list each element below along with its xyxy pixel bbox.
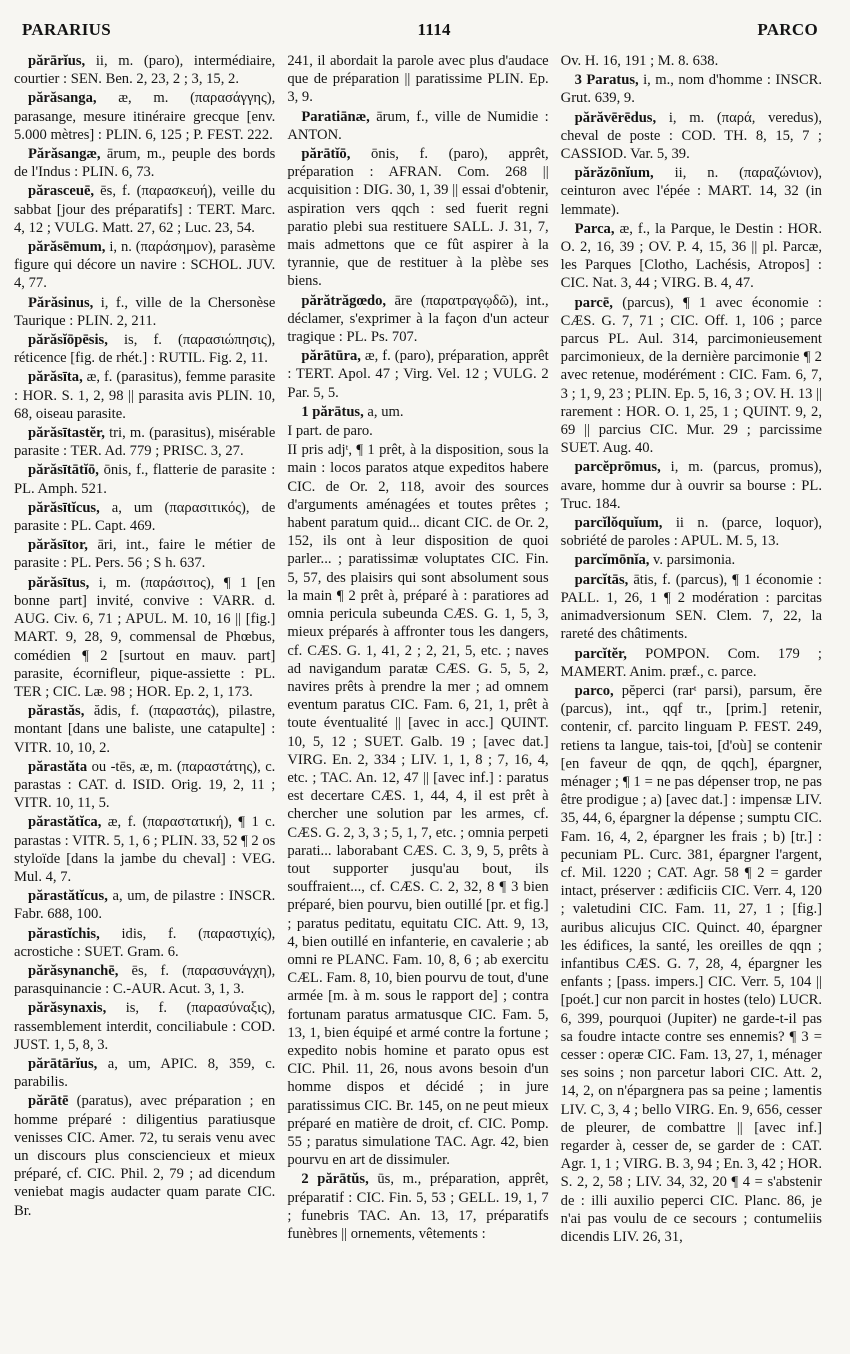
entry-definition: ii n. (parce, loquor), sobriété de paroles : APUL. M. 5, 13. [560,515,822,550]
entry-definition: i, f., ville de la Chersonèse Taurique : PLIN. 2, 211. [14,294,276,329]
dictionary-entry [14,331,275,367]
entry-headword: Paratiānæ, [301,108,370,125]
entry-headword: părăsītus, [28,574,90,591]
dictionary-entry [561,71,822,107]
entry-definition: āri, int., faire le métier de parasite : PL. Pers. 56 ; S h. 637. [14,537,276,572]
dictionary-entry [287,441,548,1169]
column-right [561,52,822,1247]
entry-headword: părătrăgœdo, [301,292,387,309]
entry-headword: parcĭtās, [574,571,629,588]
dictionary-entry [561,571,822,644]
entry-headword: 3 Paratus, [574,72,639,89]
entry-definition: æ, f., la Parque, le Destin : HOR. O. 2, 16, 39 ; OV. P. 4, 15, 36 || pl. Parcæ, les Parques [Clotho, Lachésis, Atropos] : CIC. Nat. 3, 44 ; VIRG. B. 4, 47. [560,220,822,292]
dictionary-entry [14,238,275,293]
entry-headword: parcē, [574,294,613,311]
dictionary-entry [287,403,548,421]
entry-definition: æ, f. (paro), préparation, apprêt : TERT. Apol. 47 ; Virg. Vel. 12 ; VULG. 2 Par. 5, 5. [287,348,549,401]
entry-definition: a, um. [363,403,404,420]
entry-definition: ōnis, f., flatterie de parasite : PL. Amph. 521. [14,462,276,497]
entry-headword: părastătĭca, [28,814,102,831]
entry-definition: a, um, APIC. 8, 359, c. parabilis. [14,1055,276,1091]
entry-definition: pĕperci (rarᵗ parsi), parsum, ĕre (parcus), int., qqf tr., [prim.] retenir, contenir, cf. parcito linguam P. FEST. 249, retiens ta langue, tais-toi, [d'où] se contenir [en faveur de qqn, de qqch], épargner, ménager ; ¶ 1 = ne pas dépenser trop, ne pas être prodigue ; a) [avec dat.] : impensæ LIV. 35, 44, 6, épargner la dépense ; sumptu CIC. Fam. 16, 4, 2, épargner les frais ; b) [tr.] : pecuniam PL. Curc. 381, épargner l'argent, cf. Mil. 1220 ; CAT. Agr. 58 ¶ 2 = garder intact, préserver : ædificiis CIC. Verr. 4, 120 ; valetudini CIC. Fam. 11, 27, 1 ; [fig.] auribus alicujus CIC. Quinct. 40, épargner les édifices, la santé, les oreilles de qqn ; infantibus CÆS. G. 7, 28, 4, épargner les enfants ; [pass. impers.] CIC. Verr. 5, 104 || [poét.] cur non parcit in hostes (telo) LUCR. 6, 399, pourquoi (Jupiter) ne garde-t-il pas sa foudre intacte contre ses ennemis? ¶ 3 = cesser : operæ CIC. Fam. 13, 27, 1, ménager ses soins ; non parcetur labori CIC. Att. 2, 14, 2, on n'épargnera pas sa peine ; lamentis LIV. C, 3, 4 ; bello VIRG. En. 9, 656, cesser de pleurer, de combattre || [avec inf.] regarder à, cesser de, se garder de : CAT. Agr. 1, 1 ; VIRG. B. 3, 94 ; En. 3, 42 ; HOR. S. 2, 2, 58 ; LIV. 34, 32, 20 ¶ 4 = s'abstenir de : illi auxilio peperci CIC. Planc. 86, je n'ai pas voulu de ce secours ; contumeliis dicendis LIV. 26, 31, [560,682,822,1245]
dictionary-entry [287,108,548,144]
entry-definition: ii, m. (paro), intermédiaire, courtier : SEN. Ben. 2, 23, 2 ; 3, 15, 2. [14,53,276,88]
column-left [14,52,275,1247]
entry-definition: ădis, f. (παραστάς), pilastre, montant [dans une baliste, une catapulte] : VITR. 10, 10, 2. [14,703,276,756]
dictionary-entry [287,52,548,107]
entry-definition: āre (παρατραγῳδῶ), int., déclamer, s'exprimer à la façon d'un acteur tragique : PL. Ps. 707. [287,292,549,346]
entry-headword: părastăta [28,758,88,775]
entry-definition: i, m. (παράσιτος), ¶ 1 [en bonne part] invité, convive : VARR. d. AUG. Civ. 6, 71 ; APUL. M. 10, 16 || [fig.] MART. 9, 28, 9, commensal de Phœbus, comédien ¶ 2 [surtout en mauv. part] parasite, écornifleur, pique-assiette : PL. TER ; CIC. Læ. 98 ; HOR. Ep. 2, 1, 173. [14,574,276,700]
dictionary-entry [14,499,275,535]
entry-headword: 2 părātŭs, [301,1171,369,1188]
dictionary-entry [14,887,275,923]
dictionary-entry [14,574,275,701]
entry-definition: a, um (παρασιτικός), de parasite : PL. Capt. 469. [14,499,276,535]
dictionary-entry [14,461,275,497]
dictionary-entry [287,1170,548,1243]
dictionary-entry [561,682,822,1246]
entry-headword: parcĭtĕr, [574,645,627,662]
entry-definition: is, f. (παρασιώπησις), réticence [fig. de rhét.] : RUTIL. Fig. 2, 11. [14,332,276,367]
entry-headword: parcĭmōnĭa, [574,552,650,569]
entry-definition: ēs, f. (παρασκευή), veille du sabbat [jour des préparatifs] : TERT. Marc. 4, 12 ; VULG. Matt. 27, 62 ; Luc. 23, 54. [14,183,276,236]
entry-definition: ūs, m., préparation, apprêt, préparatif : CIC. Fin. 5, 53 ; GELL. 19, 1, 7 ; funebris TAC. An. 13, 17, préparatifs funèbres || ornements, vêtements : [287,1171,549,1242]
entry-definition: tri, m. (parasitus), misérable parasite : TER. Ad. 779 ; PRISC. 3, 27. [14,425,276,460]
text-columns [14,52,822,1247]
dictionary-entry [14,145,275,181]
dictionary-entry [561,220,822,293]
entry-definition: ārum, m., peuple des bords de l'Indus : PLIN. 6, 73. [14,146,276,181]
entry-definition: i, n. (παράσημον), parasème figure qui décore un navire : SCHOL. JUV. 4, 77. [14,239,276,292]
entry-headword: părăsītĭcus, [28,499,100,516]
entry-definition: Ov. H. 16, 191 ; M. 8. 638. [560,53,719,69]
dictionary-entry [14,89,275,144]
entry-headword: părăsīta, [28,369,83,386]
entry-headword: părăsītor, [28,537,88,554]
dictionary-entry [287,347,548,402]
entry-headword: 1 părātus, [301,403,364,420]
entry-definition: (paratus), avec préparation ; en homme préparé : diligentius paratiusque venisses CIC. Amer. 72, tu serais venu avec un discours plus consciencieux et mieux préparé, cf. CIC. Phil. 2, 79 ; ad dicendum veniebat magis audacter quam parate CIC. Br. [14,1093,276,1219]
dictionary-entry [14,52,275,88]
entry-headword: parco, [574,682,614,699]
entry-definition: æ, f. (παραστατική), ¶ 1 c. parastas : VITR. 5, 1, 6 ; PLIN. 33, 52 ¶ 2 os styloïde [dans la jambe du cheval] : VEG. Mul. 4, 7. [14,814,276,885]
dictionary-entry [14,1092,275,1219]
dictionary-entry [14,1055,275,1091]
entry-headword: părăvērēdus, [574,109,657,126]
dictionary-entry [287,422,548,440]
page-number: 1114 [417,20,451,39]
dictionary-entry [14,536,275,572]
entry-definition: ōnis, f. (paro), apprêt, préparation : AFRAN. Com. 268 || acquisition : DIG. 30, 1, 39 || essai d'obtenir, aspiration vers qqch : sed fuerit regni paratio plebi sua restituere SALL. J. 31, 7, mais admettons que ce fût aspirer à la tyrannie, que de restituer à la plèbe ses biens. [287,146,549,290]
entry-definition: i, m. (παρά, veredus), cheval de poste : COD. TH. 8, 15, 7 ; CASSIOD. Var. 5, 39. [560,109,822,163]
dictionary-entry [14,813,275,886]
entry-definition: ou -tēs, æ, m. (παραστάτης), c. parastas : CAT. d. ISID. Orig. 19, 2, 11 ; VITR. 10, 11, 5. [14,758,276,812]
dictionary-entry [14,702,275,757]
entry-definition: POMPON. Com. 179 ; MAMERT. Anim. præf., c. parce. [560,645,822,680]
dictionary-entry [561,294,822,458]
entry-headword: Părăsangæ, [28,146,101,163]
entry-definition: i, m., nom d'homme : INSCR. Grut. 639, 9. [560,72,822,107]
entry-definition: ātis, f. (parcus), ¶ 1 économie : PALL. 1, 26, 1 ¶ 2 modération : parcitas animadversionum SEN. Clem. 7, 22, la rareté des châtiments. [560,571,822,643]
entry-headword: părăsēmum, [28,239,106,256]
entry-headword: părăzōnĭum, [574,165,654,182]
entry-headword: părārĭus, [28,53,86,69]
entry-definition: v. parsimonia. [649,552,736,569]
entry-headword: părăsynaxis, [28,1000,107,1017]
entry-definition: (parcus), ¶ 1 avec économie : CÆS. G. 7, 71 ; CIC. Off. 1, 106 ; parce parcus PL. Aul. 314, parcimonieusement parcimonieux, de la dernière parcimonie ¶ 2 avec retenue, modérément : CIC. Fam. 6, 7, 3 ; 1, 9, 23 ; PLIN. Ep. 5, 16, 3 ; OV. H. 13 || rarement : HOR. O. 1, 25, 1 ; QUINT. 9, 2, 69 || parcius CIC. Mur. 29 ; parcissime SUET. Aug. 40. [560,294,822,457]
dictionary-entry [287,145,548,291]
entry-headword: părastătĭcus, [28,888,108,905]
entry-headword: părātūra, [301,348,361,365]
entry-headword: părăsynanchē, [28,962,119,979]
dictionary-entry [561,164,822,219]
entry-definition: 241, il abordait la parole avec plus d'audace que de préparation || paratissime PLIN. Ep. 3, 9. [287,53,549,106]
entry-headword: părăsanga, [28,90,97,107]
entry-headword: parcĕprōmus, [574,459,661,476]
entry-headword: părăsĭōpēsis, [28,332,108,349]
dictionary-entry [14,294,275,330]
dictionary-entry [287,292,548,347]
entry-headword: părātārĭus, [28,1055,98,1072]
entry-definition: i, m. (parcus, promus), avare, homme dur à ouvrir sa bourse : PL. Truc. 184. [560,459,822,512]
dictionary-entry [561,458,822,513]
entry-headword: părātē [28,1093,69,1110]
entry-headword: părastăs, [28,703,85,720]
entry-headword: parcĭlŏquĭum, [574,515,663,532]
entry-definition: is, f. (παρασύναξις), rassemblement interdit, conciliabule : COD. JUST. 1, 5, 8, 3. [14,1000,276,1053]
dictionary-entry [561,109,822,164]
entry-definition: I part. de paro. [287,423,373,440]
left-headword: PARARIUS [22,20,111,39]
dictionary-entry [561,645,822,681]
dictionary-entry [14,999,275,1054]
entry-definition: æ, f. (parasitus), femme parasite : HOR. S. 1, 2, 98 || parasita avis PLIN. 10, 68, oiseau parasite. [14,369,276,422]
dictionary-entry [14,368,275,423]
entry-definition: idis, f. (παραστιχίς), acrostiche : SUET. Gram. 6. [14,925,276,960]
entry-definition: ārum, f., ville de Numidie : ANTON. [287,108,549,143]
entry-headword: părasceuē, [28,183,95,200]
dictionary-entry [561,514,822,550]
dictionary-entry [561,52,822,70]
running-head [14,16,822,44]
entry-definition: ēs, f. (παρασυνάγχη), parasquinancie : C.-AUR. Acut. 3, 1, 3. [14,962,276,998]
dictionary-entry [561,551,822,569]
column-middle [287,52,548,1247]
entry-definition: ii, n. (παραζώνιον), ceinturon avec l'épée : MART. 14, 32 (in lemmate). [560,165,822,218]
entry-headword: Părăsinus, [28,294,94,311]
entry-headword: părātĭō, [301,146,351,163]
dictionary-entry [14,424,275,460]
entry-headword: părăsītātĭō, [28,462,99,479]
dictionary-entry [14,962,275,998]
right-headword: PARCO [757,20,818,39]
entry-headword: Parca, [574,220,615,237]
dictionary-entry [14,182,275,237]
dictionary-entry [14,925,275,961]
entry-definition: a, um, de pilastre : INSCR. Fabr. 688, 100. [14,888,276,923]
entry-definition: II pris adjᵗ, ¶ 1 prêt, à la disposition, sous la main : locos paratos atque expeditos habere CIC. de Or. 2, 118, avoir des sources d'arguments aménagées et toutes prêtes ; habent paratum quid... dicant CIC. de Or. 2, 152, ils ont à leur disposition de quoi parler... ; paratissimæ voluptates CIC. Fin. 5, 57, des plaisirs qui sont absolument sous la main ¶ 2 prêt à, préparé à : paratiores ad omnia pericula subeunda CÆS. G. 1, 5, 3, mieux préparés à affronter tous les dangers, cf. CÆS. G. 1, 41, 2 ; 2, 21, 5, etc. ; naves ad navigandum paratæ CÆS. G. 5, 5, 2, navires prêts à prendre la mer ; ad omnem eventum paratus CIC. Fam. 6, 21, 1, prêt à toute éventualité || [avec in acc.] QUINT. 10, 5, 12 ; SUET. Galb. 19 ; [avec dat.] VIRG. En. 2, 334 ; LIV. 1, 1, 8 ; 7, 16, 4, etc. ; TAC. An. 12, 47 || [avec inf.] : paratus est decertare CÆS. 1, 44, 4, il est prêt à chercher une solution par les armes, cf. CÆS. G. 2, 3, 3 ; 5, 1, 7, etc. ; omnia perpeti parati... laborabant CÆS. C. 3, 9, 5, prêts à tout supporter jusqu'au bout, ils souffraient..., cf. CÆS. C. 2, 32, 8 ¶ 3 bien préparé, bien pourvu, bien outillé [pr. et fig.] ; paratus peditatu, equitatu CIC. Att. 9, 13, 4, bien outillé en infanterie, en cavalerie ; ab omni re PLANC. Fam. 10, 8, 6 ; ab exercitu CÆL. Fam. 8, 10, bien pourvu de tout, d'une armée [m. à m. sous le rapport de] ; contra fortunam paratus armatusque CIC. Fam. 5, 13, 1, bien équipé et armé contre la fortune ; expedito nobis homine et parato opus est CIC. Phil. 11, 26, nous avons besoin d'un homme dispos et décidé ; in jure paratissimus CIC. Br. 145, on ne peut mieux préparé en matière de droit, cf. CIC. Pomp. 55 ; paratus simulatione TAC. Agr. 42, bien pourvu en art de dissimuler. [287,442,549,1169]
entry-definition: æ, m. (παρασάγγης), parasange, mesure itinéraire grecque [env. 5.000 mètres] : PLIN. 6, 125 ; P. FEST. 222. [14,90,276,143]
entry-headword: părastĭchis, [28,925,100,942]
dictionary-entry [14,758,275,813]
entry-headword: părăsītastĕr, [28,425,105,442]
